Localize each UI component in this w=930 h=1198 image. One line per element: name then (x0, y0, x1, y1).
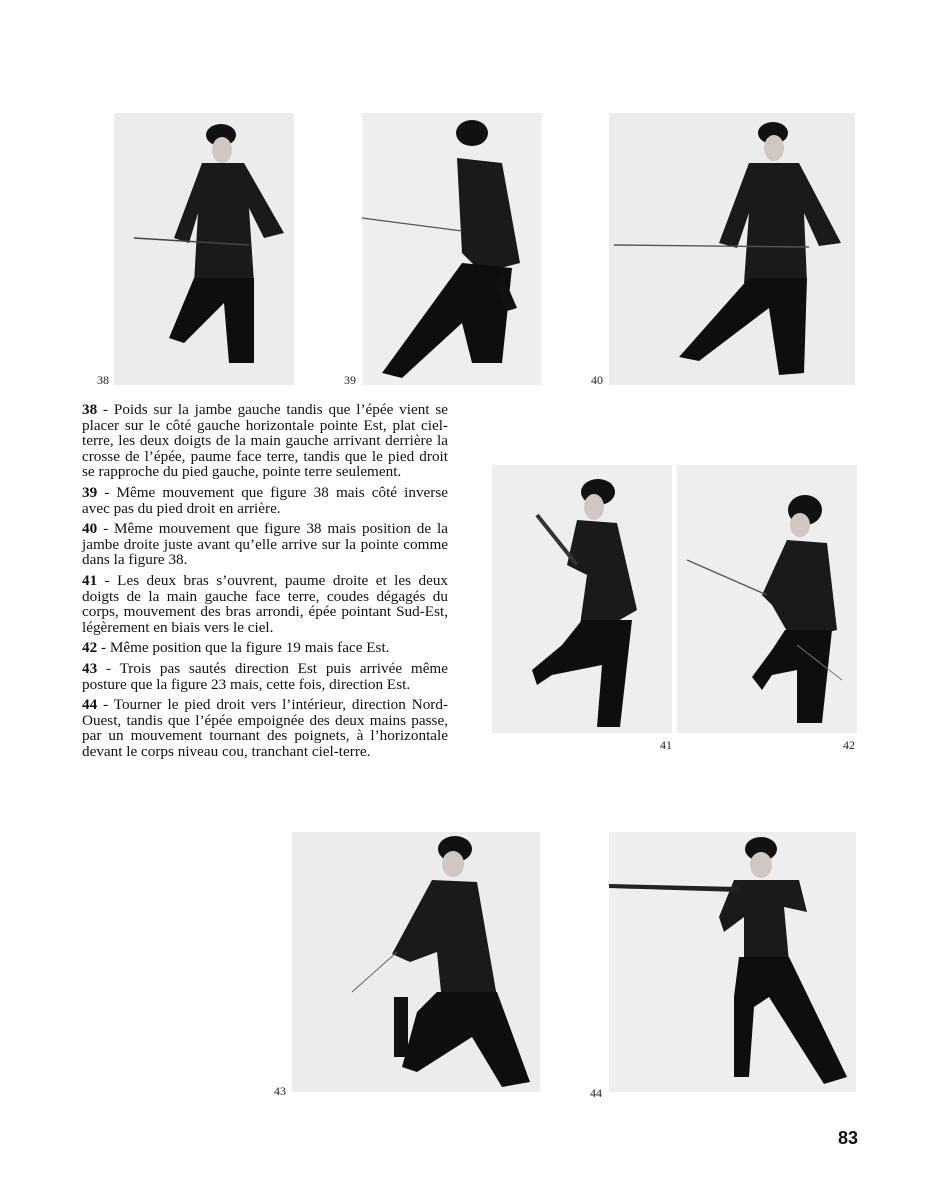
photo-figure-41 (492, 465, 672, 733)
paragraph-43 (82, 661, 448, 692)
paragraph-39 (82, 485, 448, 516)
instructions-text (82, 402, 448, 764)
paragraph-41 (82, 573, 448, 635)
paragraph-number: 41 (82, 571, 98, 589)
paragraph-38 (82, 402, 448, 480)
figure-number-41: 41 (660, 738, 672, 752)
figure-number-43: 43 (274, 1084, 286, 1098)
figure-40-illustration (609, 113, 855, 385)
figure-number-39: 39 (344, 373, 356, 387)
photo-figure-40 (609, 113, 855, 385)
figure-number-40: 40 (591, 373, 603, 387)
paragraph-40 (82, 521, 448, 568)
paragraph-number: 44 (82, 696, 98, 714)
photo-figure-42 (677, 465, 857, 733)
figure-38-illustration (114, 113, 294, 385)
photo-figure-44 (609, 832, 856, 1092)
paragraph-42 (82, 640, 448, 656)
figure-number-44: 44 (590, 1086, 602, 1100)
paragraph-number: 43 (82, 659, 98, 677)
figure-39-illustration (362, 113, 542, 385)
figure-number-38: 38 (97, 373, 109, 387)
photo-figure-39 (362, 113, 542, 385)
page-number: 83 (838, 1128, 859, 1148)
paragraph-number: 40 (82, 520, 98, 538)
paragraph-text: - Trois pas sautés direction Est puis arrivée même posture que la figure 23 mais, cette fois, direction Est. (82, 659, 448, 693)
paragraph-text: - Poids sur la jambe gauche tandis que l’épée vient se placer sur le côté gauche horizontale pointe Est, plat ciel-terre, les deux doigts de la main gauche arrivant derrière la crosse de l’épée, paume face terre, tandis que le pied droit se rapproche du pied gauche, pointe terre seulement. (82, 401, 449, 481)
paragraph-text: - Les deux bras s’ouvrent, paume droite et les deux doigts de la main gauche face terre, coudes dégagés du corps, mouvement des bras arrondi, épée pointant Sud-Est, légèrement en biais vers le ciel. (82, 571, 449, 636)
figure-44-illustration (609, 832, 856, 1092)
paragraph-44 (82, 697, 448, 759)
figure-43-illustration (292, 832, 540, 1092)
paragraph-text: - Même mouvement que figure 38 mais côté inverse avec pas du pied droit en arrière. (82, 483, 449, 517)
paragraph-text: - Même mouvement que figure 38 mais position de la jambe droite juste avant qu’elle arrive sur la pointe comme dans la figure 38. (82, 520, 449, 569)
paragraph-number: 39 (82, 483, 98, 501)
paragraph-number: 38 (82, 401, 98, 418)
figure-41-illustration (492, 465, 672, 733)
paragraph-text: - Même position que la figure 19 mais face Est. (100, 639, 390, 657)
paragraph-number: 42 (82, 639, 98, 657)
photo-figure-43 (292, 832, 540, 1092)
paragraph-text: - Tourner le pied droit vers l’intérieur, direction Nord-Ouest, tandis que l’épée empoignée des deux mains passe, par un mouvement tournant des poignets, à l’horizontale devant le corps niveau cou, tranchant ciel-terre. (82, 696, 449, 760)
figure-number-42: 42 (843, 738, 855, 752)
figure-42-illustration (677, 465, 857, 733)
photo-figure-38 (114, 113, 294, 385)
